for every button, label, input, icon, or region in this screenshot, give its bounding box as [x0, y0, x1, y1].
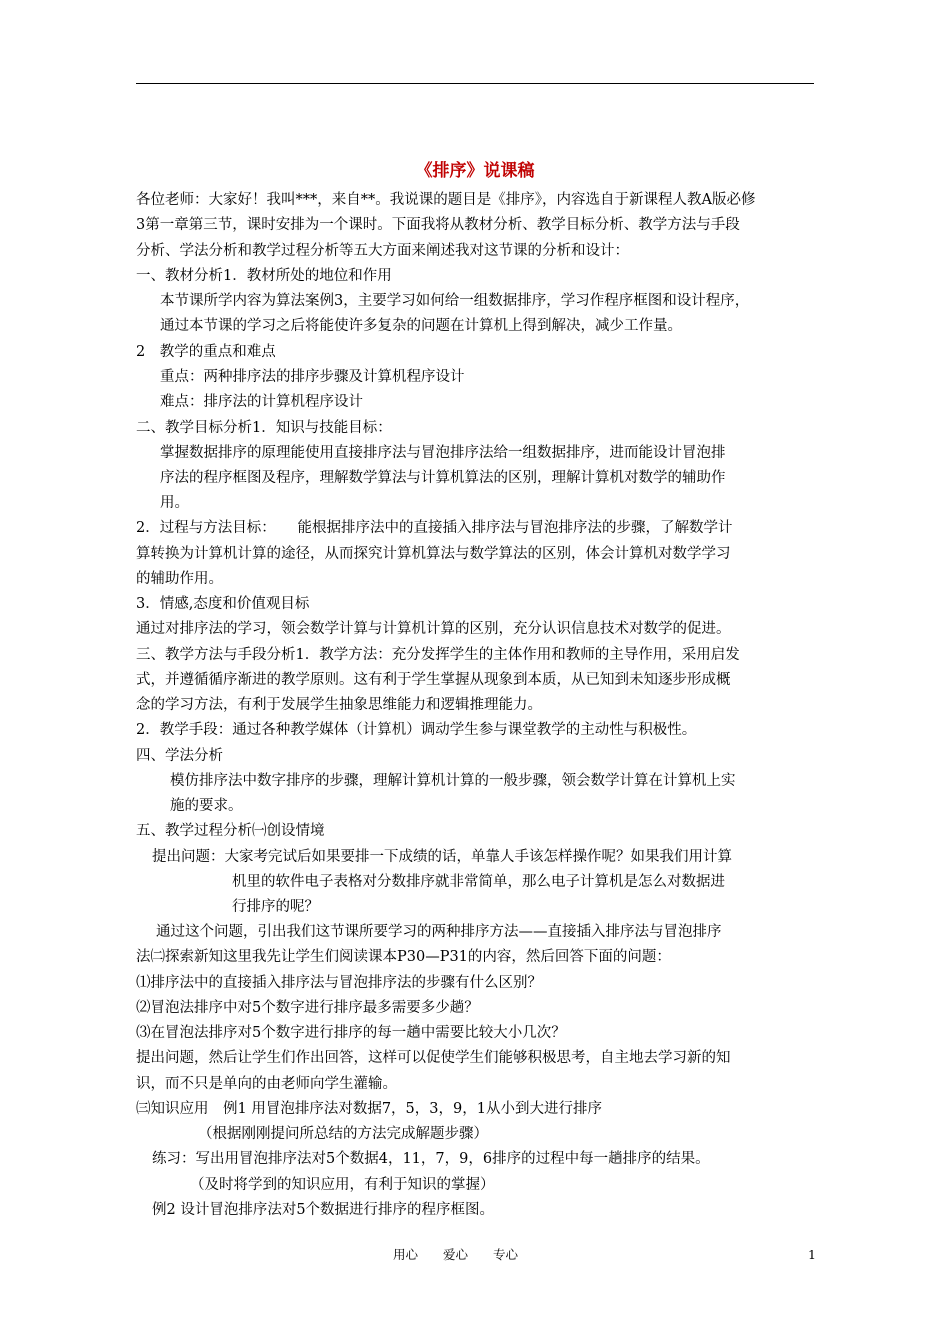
text-line: 的辅助作用。 [136, 571, 223, 587]
text-line: 例2 设计冒泡排序法对5个数据进行排序的程序框图。 [152, 1202, 495, 1218]
text-line: 3第一章第三节，课时安排为一个课时。下面我将从教材分析、教学目标分析、教学方法与手段 [136, 217, 740, 233]
text-line: 通过这个问题，引出我们这节课所要学习的两种排序方法——直接插入排序法与冒泡排序 [156, 924, 722, 940]
text-line: 识，而不只是单向的由老师向学生灌输。 [136, 1076, 397, 1092]
text-line: 施的要求。 [170, 798, 243, 814]
text-line: 2．过程与方法目标： 能根据排序法中的直接插入排序法与冒泡排序法的步骤，了解数学计 [136, 520, 733, 536]
header-rule [136, 83, 814, 84]
section-heading: ㈢知识应用 例1 用冒泡排序法对数据7，5，3，9，1从小到大进行排序 [136, 1101, 602, 1117]
text-line: 重点：两种排序法的排序步骤及计算机程序设计 [160, 369, 465, 385]
text-line: 念的学习方法，有利于发展学生抽象思维能力和逻辑推理能力。 [136, 697, 542, 713]
text-line: 式，并遵循循序渐进的教学原则。这有利于学生掌握从现象到本质，从已知到未知逐步形成概 [136, 672, 731, 688]
page-title: 《排序》说课稿 [415, 161, 535, 181]
text-line: 各位老师：大家好！我叫***，来自**。我说课的题目是《排序》，内容选自于新课程人教A版必修 [136, 192, 756, 208]
section-heading: 2 教学的重点和难点 [136, 344, 276, 360]
text-line: 掌握数据排序的原理能使用直接排序法与冒泡排序法给一组数据排序，进而能设计冒泡排 [160, 445, 726, 461]
text-line: 提出问题，然后让学生们作出回答，这样可以促使学生们能够积极思考，自主地去学习新的知 [136, 1050, 731, 1066]
text-line: 练习：写出用冒泡排序法对5个数据4，11，7，9，6排序的过程中每一趟排序的结果。 [152, 1151, 710, 1167]
text-line: （根据刚刚提问所总结的方法完成解题步骤） [198, 1126, 488, 1142]
text-line: 序法的程序框图及程序，理解数学算法与计算机算法的区别，理解计算机对数学的辅助作 [160, 470, 726, 486]
text-line: 分析、学法分析和教学过程分析等五大方面来阐述我对这节课的分析和设计： [136, 243, 629, 259]
text-line: 提出问题：大家考完试后如果要排一下成绩的话，单靠人手该怎样操作呢？如果我们用计算 [152, 849, 732, 865]
section-heading: 五、教学过程分析㈠创设情境 [136, 823, 325, 839]
text-line: 机里的软件电子表格对分数排序就非常简单，那么电子计算机是怎么对数据进 [232, 874, 725, 890]
text-line: 本节课所学内容为算法案例3，主要学习如何给一组数据排序，学习作程序框图和设计程序， [160, 293, 750, 309]
footer-slogan: 用心 爱心 专心 [393, 1247, 519, 1262]
text-line: 模仿排序法中数字排序的步骤，理解计算机计算的一般步骤，领会数学计算在计算机上实 [170, 773, 736, 789]
question-item: ⑴排序法中的直接插入排序法与冒泡排序法的步骤有什么区别？ [136, 975, 542, 991]
text-line: 用。 [160, 495, 189, 511]
text-line: 2．教学手段：通过各种教学媒体（计算机）调动学生参与课堂教学的主动性与积极性。 [136, 722, 697, 738]
question-item: ⑶在冒泡法排序对5个数字进行排序的每一趟中需要比较大小几次？ [136, 1025, 566, 1041]
text-line: 算转换为计算机计算的途径，从而探究计算机算法与数学算法的区别，体会计算机对数学学习 [136, 546, 731, 562]
text-line: （及时将学到的知识应用，有利于知识的掌握） [190, 1177, 495, 1193]
text-line: 难点：排序法的计算机程序设计 [160, 394, 363, 410]
text-line: 通过本节课的学习之后将能使许多复杂的问题在计算机上得到解决，减少工作量。 [160, 318, 682, 334]
section-heading: 一、教材分析1．教材所处的地位和作用 [136, 268, 392, 284]
page-number: 1 [808, 1247, 816, 1262]
section-heading: 四、学法分析 [136, 748, 223, 764]
text-line: 法㈡探索新知这里我先让学生们阅读课本P30—P31的内容，然后回答下面的问题： [136, 949, 671, 965]
text-line: 行排序的呢？ [232, 899, 319, 915]
section-heading: 3．情感,态度和价值观目标 [136, 596, 310, 612]
text-line: 三、教学方法与手段分析1．教学方法：充分发挥学生的主体作用和教师的主导作用，采用启发 [136, 647, 740, 663]
text-line: 通过对排序法的学习，领会数学计算与计算机计算的区别，充分认识信息技术对数学的促进。 [136, 621, 731, 637]
section-heading: 二、教学目标分析1．知识与技能目标： [136, 420, 392, 436]
question-item: ⑵冒泡法排序中对5个数字进行排序最多需要多少趟？ [136, 1000, 479, 1016]
